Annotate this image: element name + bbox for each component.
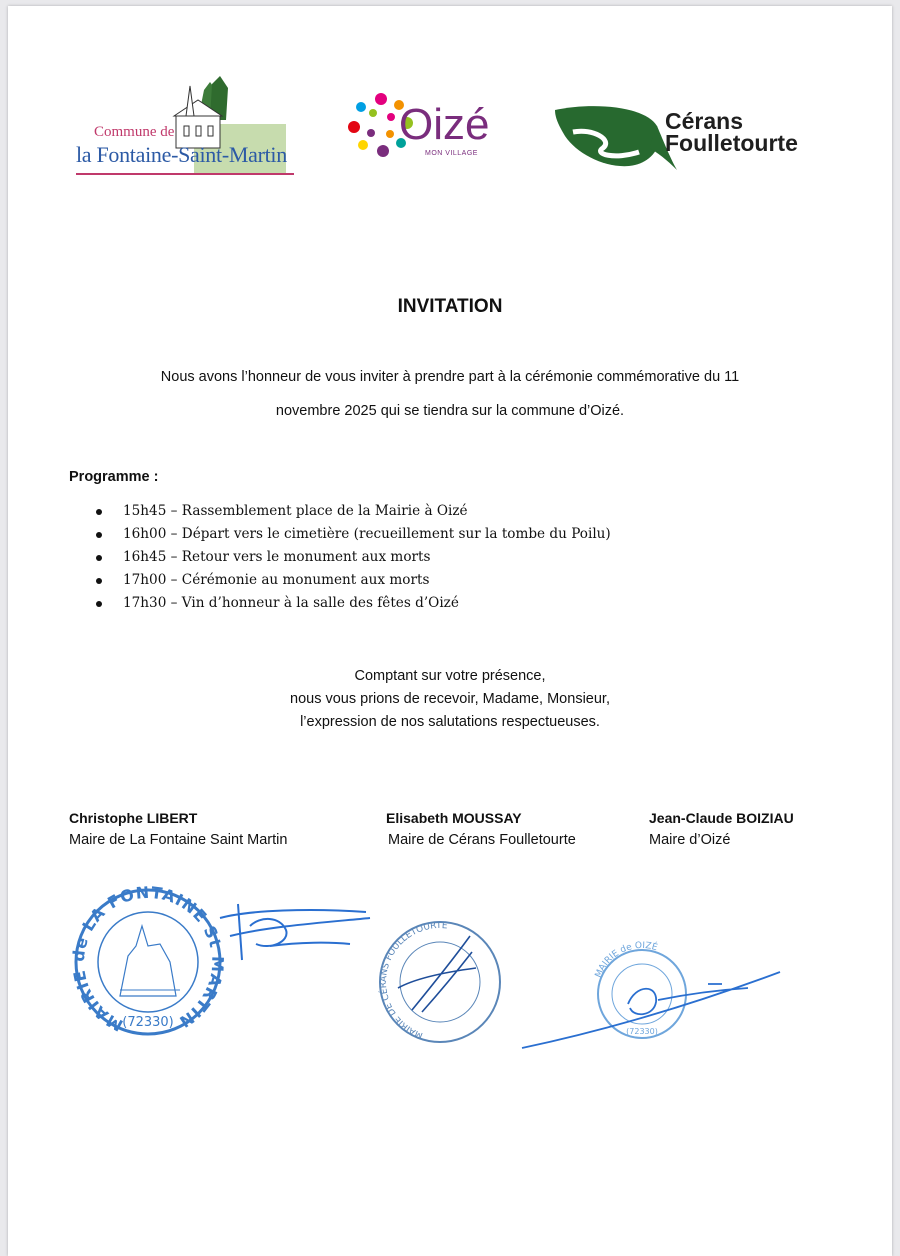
oize-logo-tagline: MON VILLAGE [425, 150, 478, 157]
stamp-code-oize: (72330) [626, 1027, 658, 1036]
intro-line-1: Nous avons l’honneur de vous inviter à prendre part à la cérémonie commémorative du 11 [160, 369, 740, 385]
signatory-role: Maire de Cérans Foulletourte [388, 832, 576, 848]
programme-item-text: 15h45 – Rassemblement place de la Mairie à Oizé [123, 503, 468, 519]
svg-text:MAIRIE de LA FONTAINE St MARTI [69, 883, 227, 1035]
stamp-signature-cerans [376, 918, 506, 1048]
programme-item-text: 17h00 – Cérémonie au monument aux morts [123, 572, 430, 588]
programme-item [96, 523, 611, 546]
signatory-name: Elisabeth MOUSSAY [386, 810, 522, 826]
signatory-role: Maire d’Oizé [649, 832, 731, 848]
fontaine-logo-line1: Commune de [94, 124, 175, 140]
bullet-icon [96, 532, 102, 538]
closing-line-2: nous vous prions de recevoir, Madame, Monsieur, [290, 691, 610, 707]
closing-line-1: Comptant sur votre présence, [354, 668, 546, 684]
bullet-icon [96, 555, 102, 561]
stamp-text-oize: MAIRIE de OIZÉ [593, 940, 659, 980]
programme-item [96, 592, 611, 615]
programme-item [96, 569, 611, 592]
invitation-title: INVITATION [397, 296, 503, 317]
leaf-emblem [553, 104, 663, 174]
intro-line-2: novembre 2025 qui se tiendra sur la commune d’Oizé. [275, 403, 625, 419]
signatory-3 [649, 810, 794, 848]
bullet-icon [96, 509, 102, 515]
cerans-logo-line2: Foulletourte [665, 130, 798, 156]
document-page [8, 6, 892, 1256]
cerans-logo [553, 104, 843, 184]
oize-logo-name: Oizé [399, 100, 490, 149]
signatory-2 [386, 810, 576, 848]
signatory-role: Maire de La Fontaine Saint Martin [69, 832, 288, 848]
cerans-logo-line1: Cérans [665, 108, 743, 134]
signatory-1 [69, 810, 287, 848]
signatory-name: Jean-Claude BOIZIAU [649, 810, 794, 826]
programme-item [96, 500, 611, 523]
stamp-text-cerans: MAIRIE DE CÉRANS FOULLETOURTE [378, 920, 448, 1041]
stamp-signature-oize [508, 940, 788, 1064]
stamp-text-fontaine: MAIRIE de LA FONTAINE St MARTIN [68, 882, 228, 1036]
fontaine-logo [76, 80, 306, 182]
programme-item [96, 546, 611, 569]
svg-text:MAIRIE de OIZÉ [594, 940, 660, 979]
signature-fontaine [220, 904, 370, 960]
bullet-icon [96, 601, 102, 607]
programme-item-text: 16h00 – Départ vers le cimetière (recueillement sur la tombe du Poilu) [123, 526, 611, 542]
programme-list [96, 500, 611, 615]
closing-line-3: l’expression de nos salutations respectueuses. [300, 714, 600, 730]
signature-cerans [398, 936, 476, 1012]
oize-logo [341, 84, 491, 166]
stamp-code-fontaine: (72330) [122, 1015, 174, 1030]
stamp-text-ring-fontaine [68, 882, 230, 1046]
signatory-name: Christophe LIBERT [69, 810, 198, 826]
programme-item-text: 16h45 – Retour vers le monument aux morts [123, 549, 431, 565]
programme-item-text: 17h30 – Vin d’honneur à la salle des fêtes d’Oizé [123, 595, 459, 611]
fontaine-logo-line2: la Fontaine-Saint-Martin [76, 142, 287, 167]
bullet-icon [96, 578, 102, 584]
programme-heading: Programme : [69, 469, 159, 485]
